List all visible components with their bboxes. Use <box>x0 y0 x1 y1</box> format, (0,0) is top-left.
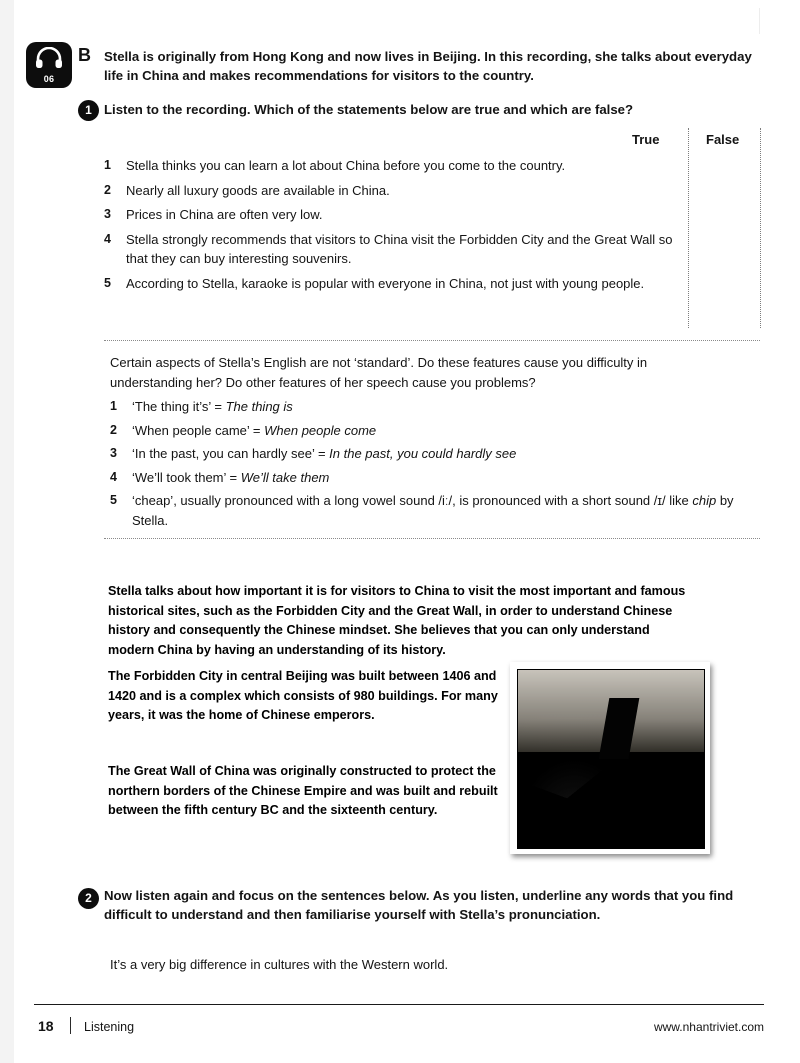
section-divider-top <box>104 340 760 341</box>
task-1-instruction: Listen to the recording. Which of the statements below are true and which are false? <box>104 102 634 117</box>
false-column-divider <box>760 128 761 328</box>
list-item <box>104 274 674 294</box>
features-intro-text: Certain aspects of Stella’s English are not ‘standard’. Do these features cause you difficulty in understanding her? Do other features of her speech cause you problems? <box>110 355 648 390</box>
list-item-correction: In the past, you could hardly see <box>329 446 517 461</box>
list-item <box>110 468 750 488</box>
list-item <box>110 397 750 417</box>
info-paragraph: The Forbidden City in central Beijing was built between 1406 and 1420 and is a complex which consists of 980 buildings. For many years, it was the home of Chinese emperors. <box>108 669 498 723</box>
list-item-tail: by Stella. <box>132 493 734 528</box>
list-item <box>110 421 750 441</box>
list-item-number: 2 <box>104 182 111 197</box>
list-item <box>104 181 674 201</box>
footer-separator <box>70 1017 71 1034</box>
list-item-number: 5 <box>110 493 117 507</box>
list-item-number: 3 <box>110 446 117 460</box>
true-column-divider <box>688 128 689 328</box>
scan-edge-top-right <box>759 8 760 34</box>
info-paragraph: Stella talks about how important it is for visitors to China to visit the most important and famous historical sites, such as the Forbidden City and the Great Wall, in order to understand Chinese history and consequently the Chinese mindset. She believes that you can only understand modern China by having an understanding of its history. <box>108 584 686 657</box>
section-letter: B <box>78 45 91 65</box>
footer-section-label: Listening <box>84 1020 135 1034</box>
list-item-number: 1 <box>110 399 117 413</box>
list-item-quote: ‘The thing it’s’ = <box>132 399 226 414</box>
statement-list <box>104 156 674 298</box>
footer-url: www.nhantriviet.com <box>653 1020 764 1034</box>
scan-edge-left <box>0 0 14 1063</box>
list-item <box>104 230 674 269</box>
list-item-correction: When people come <box>264 422 377 438</box>
section-divider-bottom <box>104 538 760 539</box>
task-2-instruction: Now listen again and focus on the sentences below. As you listen, underline any words that you find difficult to understand and then familiarise yourself with Stella’s pronunciation. <box>104 888 734 923</box>
audio-track-badge <box>26 42 72 88</box>
list-item-quote: ‘When people came’ = <box>132 422 265 438</box>
headphones-icon <box>35 47 63 69</box>
list-item-text: Prices in China are often very low. <box>126 207 323 222</box>
photo-image <box>517 669 705 849</box>
list-item-number: 1 <box>104 158 111 172</box>
list-item-number: 4 <box>110 469 117 484</box>
list-item-number: 4 <box>104 231 111 246</box>
task-1-number: 1 <box>78 100 99 121</box>
list-item-correction: chip <box>692 493 717 508</box>
great-wall-photo <box>510 662 710 854</box>
list-item-correction: We’ll take them <box>240 469 330 485</box>
info-block <box>100 572 760 842</box>
list-item <box>104 205 674 225</box>
features-list <box>110 397 750 534</box>
page-number: 18 <box>38 1018 54 1034</box>
info-paragraph: The Great Wall of China was originally constructed to protect the northern borders of the Chinese Empire and was built and rebuilt between the fifth century BC and the sixteenth century. <box>108 764 498 818</box>
list-item-number: 2 <box>110 422 117 437</box>
list-item <box>110 444 750 464</box>
column-header-false: False <box>706 132 740 147</box>
list-item-text: Stella thinks you can learn a lot about China before you come to the country. <box>126 158 566 173</box>
list-item-quote: ‘In the past, you can hardly see’ = <box>132 446 330 461</box>
column-header-true: True <box>632 132 660 147</box>
section-intro-text: Stella is originally from Hong Kong and now lives in Beijing. In this recording, she talks about everyday life in China and makes recommendations for visitors to the country. <box>104 49 752 84</box>
list-item-text: Stella strongly recommends that visitors to China visit the Forbidden City and the Great Wall so that they can buy interesting souvenirs. <box>126 231 673 266</box>
task-2-sentence: It’s a very big difference in cultures with the Western world. <box>110 957 449 972</box>
list-item <box>104 156 674 176</box>
list-item-correction: The thing is <box>225 399 293 414</box>
list-item-number: 5 <box>104 275 111 290</box>
photo-mountain-ridge <box>517 745 705 848</box>
list-item-quote: ‘cheap’, usually pronounced with a long vowel sound /iː/, is pronounced with a short sound /ɪ/ like <box>132 493 693 508</box>
list-item <box>110 491 750 530</box>
list-item-number: 3 <box>104 207 111 221</box>
list-item-text: Nearly all luxury goods are available in China. <box>126 182 390 198</box>
footer-divider <box>34 1004 764 1005</box>
task-2-number: 2 <box>78 888 99 909</box>
audio-track-number: 06 <box>43 74 55 84</box>
list-item-text: According to Stella, karaoke is popular with everyone in China, not just with young people. <box>126 275 645 291</box>
list-item-quote: ‘We’ll took them’ = <box>132 469 241 485</box>
